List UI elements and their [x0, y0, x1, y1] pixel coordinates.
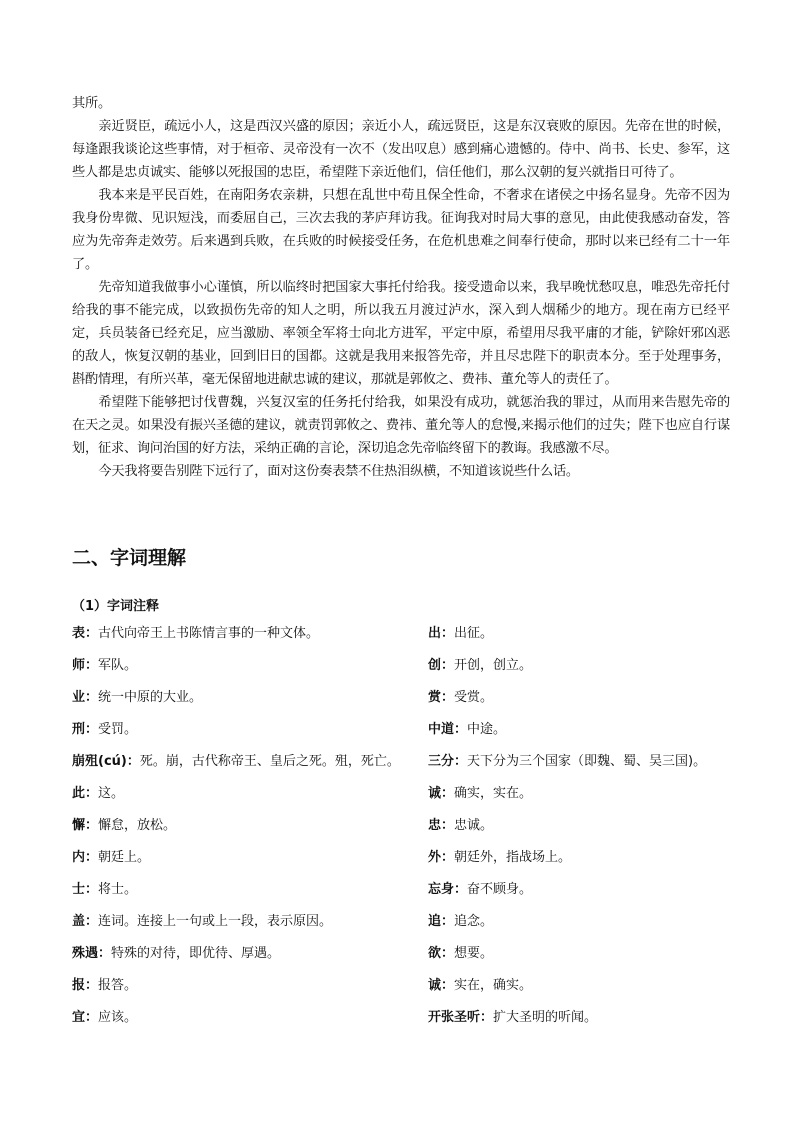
- glossary-definition: 统一中原的大业。: [98, 690, 203, 705]
- glossary-term: 赏: [428, 690, 442, 705]
- glossary-definition: 特殊的对待，即优待、厚遇。: [111, 946, 281, 961]
- glossary-definition: 中途。: [467, 722, 507, 737]
- glossary-entry: 士：将士。: [72, 882, 138, 897]
- glossary-entry: 中道：中途。: [428, 722, 507, 737]
- paragraph: 亲近贤臣，疏远小人，这是西汉兴盛的原因；亲近小人，疏远贤臣，这是东汉衰败的原因。先帝在世的时候，每逢跟我谈论这些事情，对于桓帝、灵帝没有一次不（发出叹息）感到痛心遗憾的。侍中、尚书、长史、参军，这些人都是忠贞诚实、能够以死报国的忠臣，希望陛下亲近他们，信任他们，那么汉朝的复兴就指日可待了。: [72, 119, 730, 180]
- glossary-term: 业: [72, 690, 86, 705]
- glossary-definition: 受赏。: [454, 690, 494, 705]
- glossary-term: 创: [428, 658, 442, 673]
- glossary-definition: 报答。: [98, 978, 138, 993]
- glossary-entry: 忠：忠诚。: [428, 818, 494, 833]
- glossary-entry: 报：报答。: [72, 978, 138, 993]
- glossary-definition: 古代向帝王上书陈情言事的一种文体。: [98, 626, 320, 641]
- glossary-entry: 创：开创，创立。: [428, 658, 533, 673]
- glossary-definition: 确实，实在。: [454, 786, 533, 801]
- glossary-definition: 这。: [98, 786, 125, 801]
- glossary-entry: 表：古代向帝王上书陈情言事的一种文体。: [72, 626, 320, 641]
- glossary-definition: 忠诚。: [454, 818, 494, 833]
- glossary-term: 中道: [428, 722, 455, 737]
- glossary-entry: 殊遇：特殊的对待，即优待、厚遇。: [72, 946, 281, 961]
- glossary-term: 崩殂(cú): [72, 754, 127, 769]
- glossary-term: 三分: [428, 754, 455, 769]
- glossary-entry: 出：出征。: [428, 626, 494, 641]
- translation-passage: [72, 92, 730, 483]
- section-title: 二、字词理解: [72, 547, 187, 569]
- glossary-entry: 懈：懈怠，放松。: [72, 818, 177, 833]
- glossary-term: 表: [72, 626, 86, 641]
- glossary-term: 追: [428, 914, 442, 929]
- glossary-entry: 诚：实在，确实。: [428, 978, 533, 993]
- paragraph: 先帝知道我做事小心谨慎，所以临终时把国家大事托付给我。接受遗命以来，我早晚忧愁叹息，唯恐先帝托付给我的事不能完成，以致损伤先帝的知人之明，所以我五月渡过泸水，深入到人烟稀少的地方。现在南方已经平定，兵员装备已经充足，应当激励、率领全军将士向北方进军，平定中原，希望用尽我平庸的才能，铲除奸邪凶恶的敌人，恢复汉朝的基业，回到旧日的国都。这就是我用来报答先帝，并且尽忠陛下的职责本分。至于处理事务，斟酌情理，有所兴革，毫无保留地进献忠诚的建议，那就是郭攸之、费祎、董允等人的责任了。: [72, 280, 730, 387]
- glossary-term: 宜: [72, 1010, 86, 1025]
- glossary-entry: 诚：确实，实在。: [428, 786, 533, 801]
- glossary-entry: 内：朝廷上。: [72, 850, 151, 865]
- glossary-definition: 奋不顾身。: [467, 882, 533, 897]
- glossary-term: 报: [72, 978, 86, 993]
- paragraph-continuation: 其所。: [72, 96, 111, 111]
- glossary-term: 出: [428, 626, 442, 641]
- glossary-term: 开张圣听: [428, 1010, 481, 1025]
- paragraph: 我本来是平民百姓，在南阳务农亲耕，只想在乱世中苟且保全性命，不奢求在诸侯之中扬名显身。先帝不因为我身份卑微、见识短浅，而委屈自己，三次去我的茅庐拜访我。征询我对时局大事的意见，由此使我感动奋发，答应为先帝奔走效劳。后来遇到兵败，在兵败的时候接受任务，在危机患难之间奉行使命，那时以来已经有二十一年了。: [72, 188, 730, 272]
- glossary-definition: 天下分为三个国家（即魏、蜀、吴三国)。: [467, 754, 707, 769]
- glossary-term: 忘身: [428, 882, 455, 897]
- glossary-entry: 外：朝廷外，指战场上。: [428, 850, 572, 865]
- glossary-term: 外: [428, 850, 442, 865]
- glossary-list: [72, 621, 732, 1037]
- paragraph: 希望陛下能够把讨伐曹魏，兴复汉室的任务托付给我，如果没有成功，就惩治我的罪过，从而用来告慰先帝的在天之灵。如果没有振兴圣德的建议，就责罚郭攸之、费祎、董允等人的怠慢,来揭示他们的过失；陛下也应自行谋划，征求、询问治国的好方法，采纳正确的言论，深切追念先帝临终留下的教诲。我感激不尽。: [72, 395, 730, 456]
- glossary-entry: 追：追念。: [428, 914, 494, 929]
- glossary-term: 诚: [428, 786, 442, 801]
- glossary-entry: 师：军队。: [72, 658, 138, 673]
- glossary-entry: 盖：连词。连接上一句或上一段，表示原因。: [72, 914, 333, 929]
- glossary-term: 欲: [428, 946, 442, 961]
- glossary-term: 忠: [428, 818, 442, 833]
- glossary-definition: 朝廷上。: [98, 850, 151, 865]
- sub-section-title: （1）字词注释: [72, 599, 160, 614]
- glossary-definition: 出征。: [454, 626, 494, 641]
- glossary-term: 士: [72, 882, 86, 897]
- glossary-definition: 扩大圣明的听闻。: [493, 1010, 598, 1025]
- glossary-term: 内: [72, 850, 86, 865]
- glossary-entry: 业：统一中原的大业。: [72, 690, 203, 705]
- glossary-definition: 开创，创立。: [454, 658, 533, 673]
- glossary-definition: 将士。: [98, 882, 138, 897]
- glossary-term: 刑: [72, 722, 86, 737]
- glossary-term: 诚: [428, 978, 442, 993]
- glossary-entry: 忘身：奋不顾身。: [428, 882, 533, 897]
- glossary-definition: 实在，确实。: [454, 978, 533, 993]
- glossary-entry: 刑：受罚。: [72, 722, 138, 737]
- glossary-entry: 赏：受赏。: [428, 690, 494, 705]
- glossary-definition: 死。崩，古代称帝王、皇后之死。殂，死亡。: [139, 754, 400, 769]
- glossary-entry: 三分：天下分为三个国家（即魏、蜀、吴三国)。: [428, 754, 707, 769]
- glossary-definition: 朝廷外，指战场上。: [454, 850, 572, 865]
- glossary-definition: 想要。: [454, 946, 494, 961]
- glossary-entry: 欲：想要。: [428, 946, 494, 961]
- glossary-term: 殊遇: [72, 946, 99, 961]
- glossary-term: 此: [72, 786, 86, 801]
- glossary-entry: 此：这。: [72, 786, 125, 801]
- glossary-definition: 连词。连接上一句或上一段，表示原因。: [98, 914, 333, 929]
- glossary-definition: 应该。: [98, 1010, 138, 1025]
- paragraph: 今天我将要告别陛下远行了，面对这份奏表禁不住热泪纵横，不知道该说些什么话。: [98, 464, 579, 479]
- glossary-entry: 开张圣听：扩大圣明的听闻。: [428, 1010, 598, 1025]
- glossary-definition: 受罚。: [98, 722, 138, 737]
- glossary-entry: 宜：应该。: [72, 1010, 138, 1025]
- glossary-entry: 崩殂(cú)：死。崩，古代称帝王、皇后之死。殂，死亡。: [72, 754, 400, 769]
- glossary-term: 师: [72, 658, 86, 673]
- glossary-definition: 军队。: [98, 658, 138, 673]
- glossary-definition: 懈怠，放松。: [98, 818, 177, 833]
- glossary-term: 盖: [72, 914, 86, 929]
- glossary-definition: 追念。: [454, 914, 494, 929]
- glossary-term: 懈: [72, 818, 86, 833]
